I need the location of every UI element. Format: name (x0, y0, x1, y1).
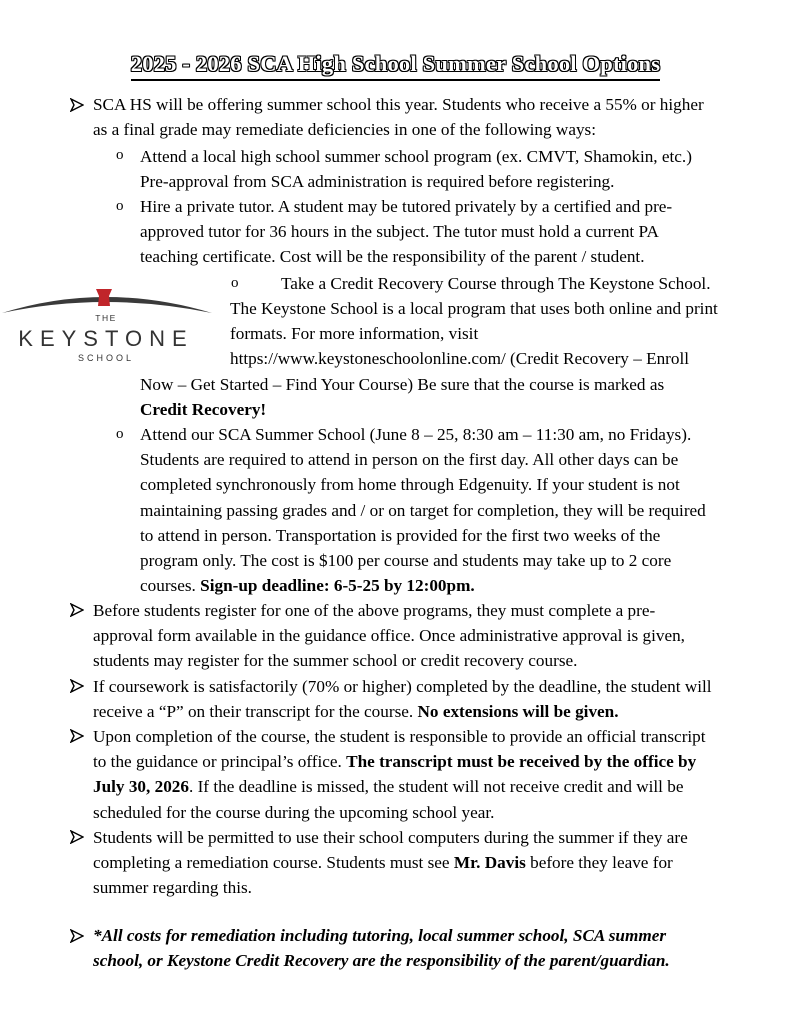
logo-keystone-text: KEYSTONE (18, 326, 194, 351)
transcript-deadline-date: July 30, 2026 (93, 777, 189, 797)
option-local-summer-school (140, 144, 692, 194)
bullet-costs-responsibility (93, 923, 670, 973)
sub-bullet-marker: o (116, 426, 124, 442)
bullet-summer-school-offered (93, 92, 704, 142)
keystone-school-logo (0, 285, 215, 365)
signup-deadline: Sign-up deadline: 6-5-25 by 12:00pm. (200, 576, 475, 596)
text-span: . If the deadline is missed, the student will not receive credit and will be (188, 777, 684, 797)
arrow-bullet-icon (70, 98, 84, 112)
sub-bullet-marker: o (116, 147, 124, 163)
text-line: If coursework is satisfactorily (70% or higher) completed by the deadline, the student will (93, 677, 712, 696)
text-line (140, 573, 706, 598)
logo-the-text: THE (95, 313, 117, 323)
text-line: Upon completion of the course, the student is responsible to provide an official transcript (93, 727, 706, 746)
contact-name: Mr. Davis (453, 853, 526, 873)
text-line (93, 699, 712, 724)
sub-bullet-marker: o (116, 198, 124, 214)
option-sca-summer-school (140, 422, 706, 598)
logo-school-text: SCHOOL (77, 353, 135, 363)
text-line: Attend a local high school summer school program (ex. CMVT, Shamokin, etc.) (140, 147, 692, 166)
text-line: formats. For more information, visit (230, 324, 479, 344)
arrow-bullet-icon (70, 830, 84, 844)
text-line: approved tutor for 36 hours in the subject. The tutor must hold a current PA (140, 222, 659, 242)
text-line: Attend our SCA Summer School (June 8 – 25, 8:30 am – 11:30 am, no Fridays). (140, 425, 692, 444)
text-line: Students are required to attend in person on the first day. All other days can be (140, 450, 679, 470)
text-line: scheduled for the course during the upcoming school year. (93, 802, 495, 822)
bullet-transcript (93, 724, 706, 825)
text-span: receive a “P” on their transcript for the course. (93, 702, 418, 722)
arrow-bullet-icon (70, 729, 84, 743)
credit-recovery-emphasis: Credit Recovery! (140, 400, 267, 420)
text-line: teaching certificate. Cost will be the responsibility of the parent / student. (140, 247, 645, 267)
text-line: SCA HS will be offering summer school this year. Students who receive a 55% or higher (93, 95, 704, 114)
text-span: courses. (140, 576, 201, 596)
text-line: https://www.keystoneschoolonline.com/ (Credit Recovery – Enroll (230, 349, 690, 369)
text-line: program only. The cost is $100 per course and students may take up to 2 core (140, 551, 672, 571)
keystone-logo-graphic (0, 285, 215, 365)
page-title: 2025 - 2026 SCA High School Summer School Options (131, 49, 660, 81)
text-line: to attend in person. Transportation is provided for the first two weeks of the (140, 525, 661, 545)
text-line: completed synchronously from home through Edgenuity. If your student is not (140, 475, 680, 495)
text-line: approval form available in the guidance office. Once administrative approval is given, (93, 626, 685, 646)
arrow-bullet-icon (70, 929, 84, 943)
text-line: students may register for the summer school or credit recovery course. (93, 651, 578, 671)
text-line (93, 749, 706, 774)
text-line: summer regarding this. (93, 878, 252, 898)
transcript-deadline-note: The transcript must be received by the office by (346, 752, 697, 772)
option-credit-recovery-first-line (281, 271, 711, 296)
option-credit-recovery-cont (140, 372, 664, 422)
text-span: to the guidance or principal’s office. (93, 752, 347, 772)
page-title-wrap (0, 49, 791, 81)
text-line: as a final grade may remediate deficiencies in one of the following ways: (93, 120, 597, 140)
text-line: Pre-approval from SCA administration is required before registering. (140, 172, 615, 192)
text-line: Students will be permitted to use their school computers during the summer if they are (93, 828, 688, 847)
text-line: Take a Credit Recovery Course through The Keystone School. (281, 274, 711, 293)
text-line: Before students register for one of the above programs, they must complete a pre- (93, 601, 656, 620)
text-line: Hire a private tutor. A student may be tutored privately by a certified and pre- (140, 197, 673, 216)
text-line (93, 774, 706, 799)
text-span: before they leave for (525, 853, 673, 873)
option-private-tutor (140, 194, 672, 270)
bullet-school-computers (93, 825, 688, 901)
text-line: Now – Get Started – Find Your Course) Be sure that the course is marked as (140, 375, 665, 394)
bullet-coursework-grade (93, 674, 712, 724)
arrow-bullet-icon (70, 603, 84, 617)
bullet-pre-approval (93, 598, 685, 674)
text-span: completing a remediation course. Students must see (93, 853, 454, 873)
text-line: maintaining passing grades and / or on target for completion, they will be required (140, 500, 706, 520)
text-line (93, 850, 688, 875)
no-extensions-note: No extensions will be given. (417, 702, 619, 722)
option-credit-recovery (230, 296, 718, 372)
sub-bullet-marker: o (231, 275, 239, 291)
arrow-bullet-icon (70, 679, 84, 693)
text-line: *All costs for remediation including tutoring, local summer school, SCA summer (93, 926, 667, 945)
text-line: The Keystone School is a local program that uses both online and print (230, 299, 718, 318)
text-line: school, or Keystone Credit Recovery are the responsibility of the parent/guardian. (93, 951, 670, 971)
